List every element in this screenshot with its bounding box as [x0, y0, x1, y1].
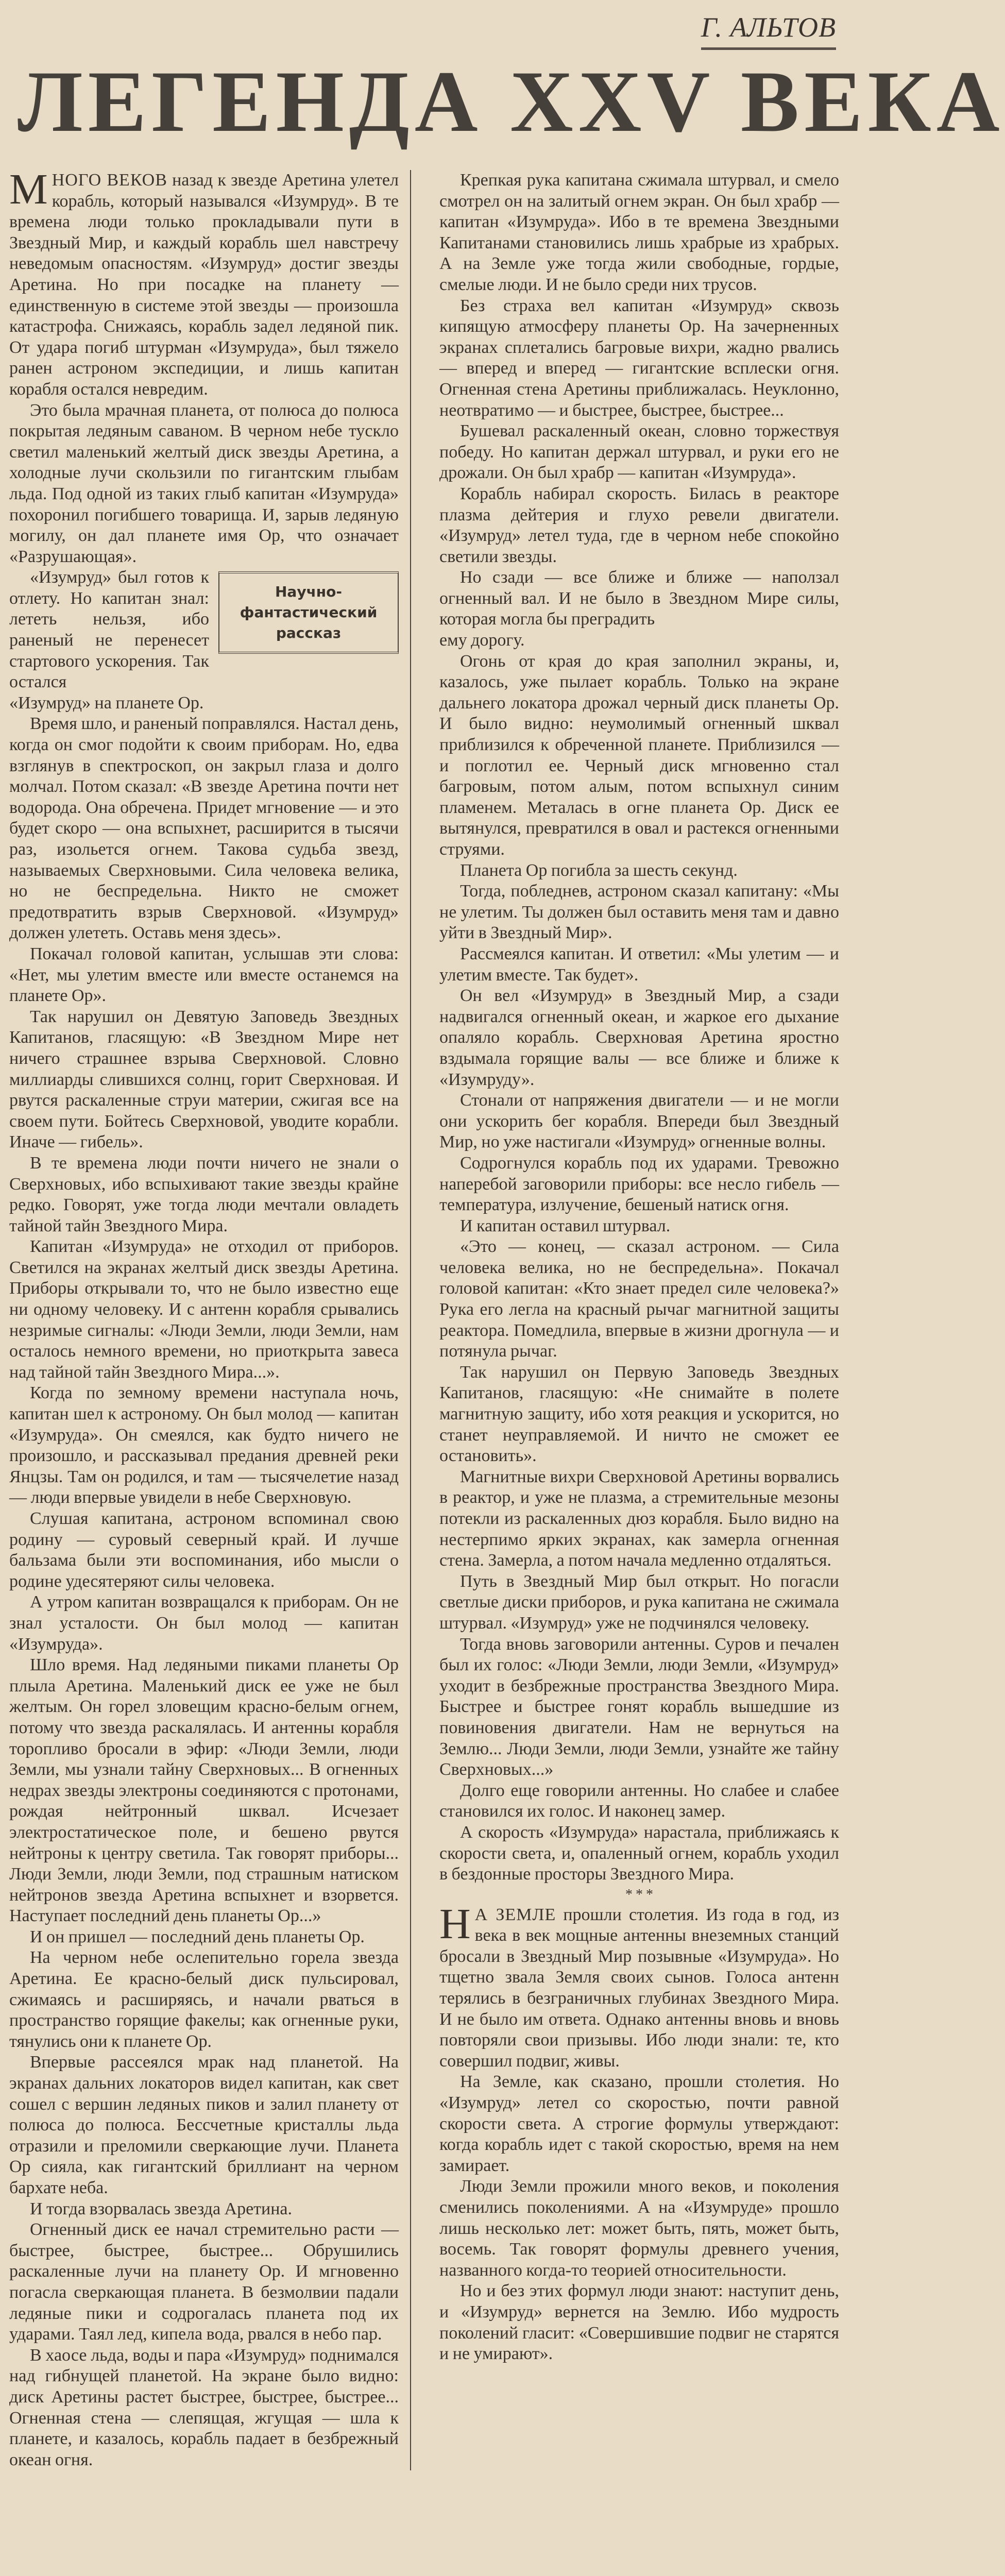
lead-in-caps: НОГО ВЕКОВ [52, 171, 167, 190]
paragraph-text: А скорость «Изумруда» нарастала, приближаясь к скорости света, и, опаленный огнем, корабль уходил в бездонные просторы Звездного Мира. [439, 1822, 839, 1884]
paragraph [439, 1900, 839, 2072]
rubric-box: Научно-фантастический рассказ [218, 571, 399, 654]
paragraph-text: В те времена люди почти ничего не знали о Сверхновых, ибо вспыхивают такие звезды крайне редко. Говорят, уже тогда люди мечтали овладеть тайной тайн Звездного Мира. [9, 1153, 399, 1235]
paragraph-text: На черном небе ослепительно горела звезда Аретина. Ее красно-белый диск пульсировал, сжимаясь и расширяясь, и начали рваться в пространство горящие факелы; как огненные руки, тянулись они к планете Ор. [9, 1948, 399, 2051]
paragraph-text: Тогда, побледнев, астроном сказал капитану: «Мы не улетим. Ты должен был оставить меня там и давно уйти в Звездный Мир». [439, 882, 839, 943]
paragraph [439, 170, 839, 296]
section-separator: * * * [625, 1886, 653, 1903]
paragraph-text: Стонали от напряжения двигатели — и не могли они ускорить бег корабля. Впереди был Звездный Мир, но уже настигали «Изумруд» огненные волны. [439, 1091, 839, 1152]
author-byline: Г. АЛЬТОВ [701, 11, 836, 50]
paragraph-text: Рассмеялся капитан. И ответил: «Мы улетим — и улетим вместе. Так будет». [439, 944, 839, 985]
paragraph-text: Корабль набирал скорость. Билась в реакторе плазма дейтерия и глухо ревели двигатели. «Изумруд» летел туда, где в черном небе спокойно светили звезды. [439, 484, 839, 566]
page-title: ЛЕГЕНДА XXV ВЕКА [18, 53, 1005, 150]
paragraph-text: «Это — конец, — сказал астроном. — Сила человека велика, но не беспредельна». Покачал головой капитан: «Кто знает предел силе человека?» Рука его легла на красный рычаг магнитной защиты реактора. Помедлила, впервые в жизни дрогнула — и потянула рычаг. [439, 1237, 839, 1361]
paragraph-text: Содрогнулся корабль под их ударами. Тревожно наперебой заговорили приборы: все несло гибель — температура, излучение, бешеный натиск огня. [439, 1153, 839, 1215]
paragraph-text: Долго еще говорили антенны. Но слабее и слабее становился их голос. И наконец замер. [439, 1781, 839, 1821]
paragraph [9, 165, 399, 400]
paragraph [439, 630, 839, 651]
paragraph-text: Он вел «Изумруд» в Звездный Мир, а сзади надвигался огненный океан, и жаркое его дыхание опаляло корабль. Сверхновая Аретина яростно вздымала горящие валы — все ближе и ближе к «Изумруду». [439, 986, 839, 1089]
paragraph-text: Время шло, и раненый поправлялся. Настал день, когда он смог подойти к своим приборам. Но, едва взглянув в спектроскоп, он закрыл глаза и долго молчал. Потом сказал: «В звезде Аретина почти нет водорода. Она обречена. Придет мгновение — и это будет скоро — она вспыхнет, расширится в тысячи раз, изольется огнем. Такова судьба звезд, называемых Сверхновыми. Сила человека велика, но не беспредельна. Никто не сможет предотвратить взрыв Сверхновой. «Изумруд» должен улететь. Оставь меня здесь». [9, 714, 399, 943]
paragraph [439, 1216, 839, 1237]
article-columns [9, 165, 839, 2470]
drop-cap: М [9, 165, 48, 213]
paragraph [439, 1822, 839, 1885]
paragraph-text: Это была мрачная планета, от полюса до полюса покрытая ледяным саваном. В черном небе тускло светил маленький желтый диск звезды Аретина, а холодные лучи скользили по гигантским глыбам льда. Под одной из таких глыб капитан «Изумруда» похоронил погибшего товарища. И, зарыв ледяную могилу, он дал планете имя Ор, что означает «Разрушающая». [9, 400, 399, 566]
paragraph-text: И капитан оставил штурвал. [460, 1216, 671, 1235]
paragraph-text: И он пришел — последний день планеты Ор. [30, 1927, 365, 1946]
paragraph [439, 1781, 839, 1822]
paragraph [9, 1592, 399, 1655]
paragraph [9, 1236, 399, 1383]
paragraph [439, 1236, 839, 1362]
header [9, 0, 1005, 170]
paragraph [439, 651, 839, 860]
paragraph-text: «Изумруд» на планете Ор. [9, 693, 204, 713]
paragraph-text: Огненный диск ее начал стремительно расти — быстрее, быстрее, быстрее... Обрушились раскаленные лучи на планету Ор. И мгновенно погасла сверкающая планета. В безмолвии падали ледяные пики и содрогалась планета под их ударами. Таял лед, кипела вода, рвался в небо пар. [9, 2220, 399, 2344]
paragraph [9, 944, 399, 1007]
paragraph [439, 1090, 839, 1153]
paragraph [439, 944, 839, 986]
paragraph [439, 296, 839, 421]
paragraph [9, 400, 399, 568]
paragraph [439, 1467, 839, 1571]
paragraph [439, 1634, 839, 1781]
drop-cap: Н [439, 1900, 471, 1948]
paragraph [9, 2345, 399, 2471]
right-column [437, 170, 839, 2470]
paragraph [9, 1947, 399, 2052]
paragraph [9, 2052, 399, 2198]
paragraph [439, 421, 839, 484]
paragraph [9, 1007, 399, 1153]
paragraph [439, 1153, 839, 1216]
paragraph-text: Но и без этих формул люди знают: наступит день, и «Изумруд» вернется на Землю. Ибо мудрость поколений гласит: «Совершившие подвиг не старятся и не умирают». [439, 2281, 839, 2364]
paragraph [9, 1383, 399, 1509]
paragraph-text: Когда по земному времени наступала ночь, капитан шел к астроному. Он был молод — капитан «Изумруда». Он смеялся, как будто ничего не произошло, и рассказывал предания древней реки Янцзы. Там он родился, и там — тысячелетие назад — люди впервые увидели в небе Сверхновую. [9, 1383, 399, 1507]
paragraph-text: назад к звезде Аретина улетел корабль, который назывался «Изумруд». В те времена люди только прокладывали пути в Звездный Мир, и каждый корабль шел навстречу неведомым опасностям. «Изумруд» достиг звезды Аретина. Но при посадке на планету — единственную в системе этой звезды — произошла катастрофа. Снижаясь, корабль задел ледяной пик. От удара погиб штурман «Изумруда», был тяжело ранен астроном экспедиции, и лишь капитан корабля остался невредим. [9, 171, 399, 399]
paragraph-text: Слушая капитана, астроном вспоминал свою родину — суровый северный край. И лучше бальзама были эти воспоминания, ибо мысли о родине удесятеряют силы человека. [9, 1509, 399, 1591]
paragraph [9, 1509, 399, 1592]
paragraph [439, 1362, 839, 1467]
left-column-bottom [9, 693, 399, 2470]
paragraph [439, 567, 839, 630]
paragraph [439, 1571, 839, 1634]
paragraph-text: Но сзади — все ближе и ближе — наползал огненный вал. И не было в Звездном Мире силы, которая могла бы преградить [439, 568, 839, 629]
left-column-top [9, 165, 399, 567]
paragraph-text: На Земле, как сказано, прошли столетия. Но «Изумруд» летел со скоростью, почти равной скорости света. А строгие формулы утверждают: когда корабль идет с такой скоростью, время на нем замирает. [439, 2072, 839, 2175]
paragraph [9, 1655, 399, 1927]
paragraph-text: Планета Ор погибла за шесть секунд. [460, 860, 738, 880]
paragraph [9, 1927, 399, 1948]
paragraph [439, 881, 839, 944]
paragraph [9, 693, 399, 714]
paragraph-text: Так нарушил он Первую Заповедь Звездных Капитанов, гласящую: «Не снимайте в полете магнитную защиту, ибо хотя реакция и ускорится, но станет неуправляемой. И ничто не сможет ее остановить». [439, 1362, 839, 1466]
paragraph-text: Впервые рассеялся мрак над планетой. На экранах дальних локаторов видел капитан, как свет сошел с вершин ледяных пиков и залил планету от полюса до полюса. Бессчетные кристаллы льда отразили и преломили сверкающие лучи. Планета Ор сияла, как гигантский бриллиант на черном бархате неба. [9, 2053, 399, 2197]
paragraph-text: Путь в Звездный Мир был открыт. Но погасли светлые диски приборов, и рука капитана не сжимала штурвал. «Изумруд» уже не подчинялся человеку. [439, 1571, 839, 1633]
paragraph-text: Люди Земли прожили много веков, и поколения сменились поколениями. А на «Изумруде» прошло лишь несколько лет: может быть, пять, может быть, восемь. Так говорят формулы древнего учения, названного когда-то теорией относительности. [439, 2177, 839, 2280]
paragraph-text: Покачал головой капитан, услышав эти слова: «Нет, мы улетим вместе или вместе останемся на планете Ор». [9, 944, 399, 1006]
paragraph-text: Тогда вновь заговорили антенны. Суров и печален был их голос: «Люди Земли, люди Земли, «Изумруд» уходит в безбрежные пространства Звездного Мира. Быстрее и быстрее гонят корабль вышедшие из повиновения двигатели. Нам не вернуться на Землю... Люди Земли, люди Земли, узнайте же тайну Сверхновых...» [439, 1634, 839, 1780]
paragraph [9, 2199, 399, 2220]
right-column-narrow [439, 567, 839, 630]
paragraph [9, 714, 399, 944]
paragraph [439, 2281, 839, 2364]
paragraph-text: Капитан «Изумруда» не отходил от приборов. Светился на экранах желтый диск звезды Аретина. Приборы открывали то, что не было известно еще ни одному человеку. И с антенн корабля срывались незримые сигналы: «Люди Земли, люди Земли, нам осталось немного времени, но приоткрыта завеса над тайной тайн Звездного Мира...». [9, 1237, 399, 1382]
paragraph-text: Так нарушил он Девятую Заповедь Звездных Капитанов, гласящую: «В Звездном Мире нет ничего страшнее взрыва Сверхновой. Словно миллиарды слившихся солнц, горит Сверхновая. И рвутся раскаленные струи материи, сжигая все на своем пути. Бойтесь Сверхновой, уводите корабли. Иначе — гибель». [9, 1007, 399, 1152]
right-column-top [439, 170, 839, 567]
paragraph-text: И тогда взорвалась звезда Аретина. [30, 2199, 293, 2218]
paragraph [9, 1153, 399, 1236]
paragraph [439, 2176, 839, 2281]
paragraph [439, 986, 839, 1090]
paragraph-text: прошли столетия. Из года в год, из века в век мощные антенны внеземных станций бросали в Звездный Мир позывные «Изумруда». Но тщетно звала Земля своих сынов. Голоса антенн терялись в безграничных глубинах Звездного Мира. И не было им ответа. Однако антенны вновь и вновь повторяли свои призывы. Ибо люди знали: те, кто совершил подвиг, живы. [439, 1905, 839, 2071]
lead-in-caps: А ЗЕМЛЕ [474, 1905, 556, 1924]
paragraph-text: Бушевал раскаленный океан, словно торжествуя победу. Но капитан держал штурвал, и руки его не дрожали. Он был храбр — капитан «Изумруда». [439, 421, 839, 483]
paragraph-text: Огонь от края до края заполнил экраны, и, казалось, уже пылает корабль. Только на экране дальнего локатора дрожал черный диск планеты Ор. И было видно: неумолимый огненный шквал приблизился к обреченной планете. Приблизился — и поглотил ее. Черный диск мгновенно стал багровым, потом алым, потом вспыхнул синим пламенем. Металась в огне планета Ор. Диск ее вытянулся, превратился в овал и растекся огненными струями. [439, 651, 839, 859]
paragraph-text: Шло время. Над ледяными пиками планеты Ор плыла Аретина. Маленький диск ее уже не был желтым. Он горел зловещим красно-белым огнем, потому что звезда раскалялась. И антенны корабля торопливо бросали в эфир: «Люди Земли, люди Земли, мы узнали тайну Сверхновых... В огненных недрах звезды электроны соединяются с протонами, рождая нейтронный шквал. Исчезает электростатическое поле, и бешено рвутся нейтроны к центру светила. Так говорят приборы... Люди Земли, люди Земли, под страшным натиском нейтронов звезда Аретина вспыхнет и взорвется. Наступает последний день планеты Ор...» [9, 1655, 399, 1926]
paragraph [9, 2219, 399, 2345]
paragraph-text: В хаосе льда, воды и пара «Изумруд» поднимался над гибнущей планетой. На экране было видно: диск Аретины растет быстрее, быстрее, быстрее... Огненная стена — слепящая, жгущая — шла к планете, и казалось, корабль падает в безбрежный океан огня. [9, 2345, 399, 2469]
right-column-bottom [439, 630, 839, 2365]
paragraph [439, 860, 839, 882]
paragraph-text: «Изумруд» был готов к отлету. Но капитан знал: лететь нельзя, ибо раненый не перенесет стартового ускорения. Так остался [9, 568, 209, 692]
paragraph-text: Без страха вел капитан «Изумруд» сквозь кипящую атмосферу планеты Ор. На зачерненных экранах сплетались багровые вихри, жадно рвались — вперед и вперед — гигантские всплески огня. Огненная стена Аретины приближалась. Неуклонно, неотвратимо — и быстрее, быстрее, быстрее... [439, 296, 839, 420]
paragraph [439, 2072, 839, 2176]
paragraph [439, 484, 839, 567]
paragraph-text: Магнитные вихри Сверхновой Аретины ворвались в реактор, и уже не плазма, а стремительные мезоны потекли из раскаленных дюз корабля. Было видно на нестерпимо ярких экранах, как замерла огненная стена. Замерла, а потом начала медленно отдаляться. [439, 1467, 839, 1570]
paragraph-text: ему дорогу. [439, 631, 525, 650]
left-column [9, 165, 411, 2470]
paragraph-text: Крепкая рука капитана сжимала штурвал, и смело смотрел он на залитый огнем экран. Он был храбр — капитан «Изумруда». Ибо в те времена Звездными Капитанами становились лишь храбрые из храбрых. А на Земле уже тогда жили свободные, гордые, смелые люди. И не было среди них трусов. [439, 171, 839, 294]
paragraph-text: А утром капитан возвращался к приборам. Он не знал усталости. Он был молод — капитан «Изумруда». [9, 1592, 399, 1654]
